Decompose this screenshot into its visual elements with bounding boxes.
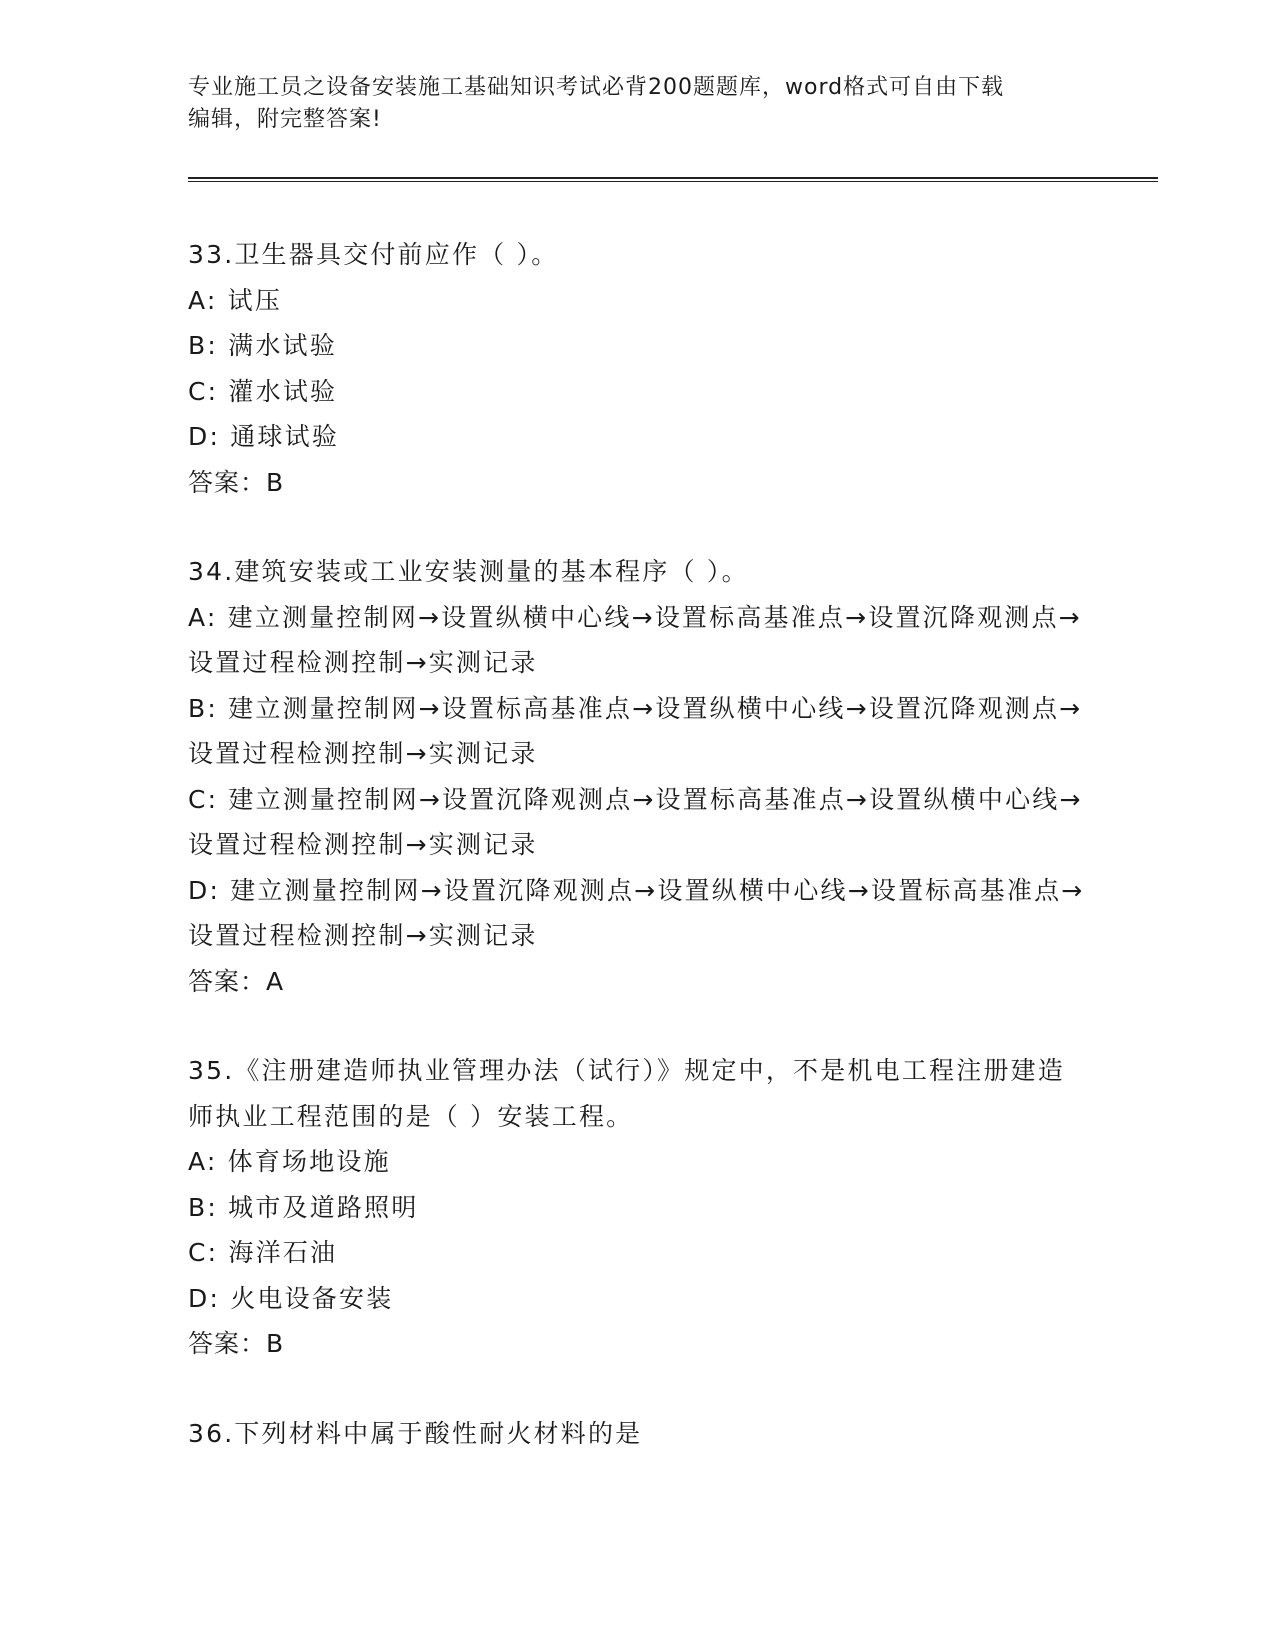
- answer-label: 答案：: [188, 467, 267, 497]
- option-c: C: 建立测量控制网→设置沉降观测点→设置标高基准点→设置纵横中心线→设置过程检测控制→实测记录: [188, 784, 1083, 859]
- answer-line: [188, 460, 1088, 506]
- question-33: [188, 232, 1088, 505]
- header-title-line-1: 专业施工员之设备安装施工基础知识考试必背200题题库，word格式可自由下载: [188, 75, 1005, 100]
- option-b: B: 城市及道路照明: [188, 1192, 419, 1222]
- option-d: D: 通球试验: [188, 422, 340, 451]
- answer-label: 答案：: [188, 966, 267, 996]
- question-stem: 34.建筑安装或工业安装测量的基本程序（ ）。: [188, 557, 749, 586]
- option-b: B: 满水试验: [188, 331, 337, 360]
- option-b: B: 建立测量控制网→设置标高基准点→设置纵横中心线→设置沉降观测点→设置过程检测控制→实测记录: [188, 693, 1083, 768]
- question-list: [188, 232, 1088, 1500]
- option-c: C: 海洋石油: [188, 1238, 338, 1267]
- answer-value: B: [266, 467, 285, 497]
- option-d: D: 建立测量控制网→设置沉降观测点→设置纵横中心线→设置标高基准点→设置过程检测控制→实测记录: [188, 875, 1085, 950]
- header-title-line-2: 编辑，附完整答案!: [188, 107, 382, 132]
- option-a: A: 体育场地设施: [188, 1147, 391, 1176]
- question-stem: 36.下列材料中属于酸性耐火材料的是: [188, 1418, 643, 1448]
- option-d: D: 火电设备安装: [188, 1283, 394, 1313]
- document-header: [188, 72, 1068, 136]
- answer-value: A: [266, 966, 285, 996]
- header-divider: [188, 177, 1158, 182]
- option-a: A: 建立测量控制网→设置纵横中心线→设置标高基准点→设置沉降观测点→设置过程检测控制→实测记录: [188, 602, 1082, 677]
- question-34: [188, 549, 1088, 1004]
- option-c: C: 灌水试验: [188, 376, 338, 406]
- option-a: A: 试压: [188, 285, 283, 315]
- question-36: [188, 1411, 1088, 1457]
- question-stem: 33.卫生器具交付前应作（ ）。: [188, 240, 559, 269]
- answer-value: B: [266, 1329, 285, 1358]
- answer-line: [188, 1321, 1088, 1367]
- answer-label: 答案：: [188, 1329, 267, 1358]
- question-35: [188, 1048, 1088, 1367]
- answer-line: [188, 959, 1088, 1005]
- question-stem: 35.《注册建造师执业管理办法（试行）》规定中，不是机电工程注册建造师执业工程范围的是（ ）安装工程。: [188, 1056, 1066, 1131]
